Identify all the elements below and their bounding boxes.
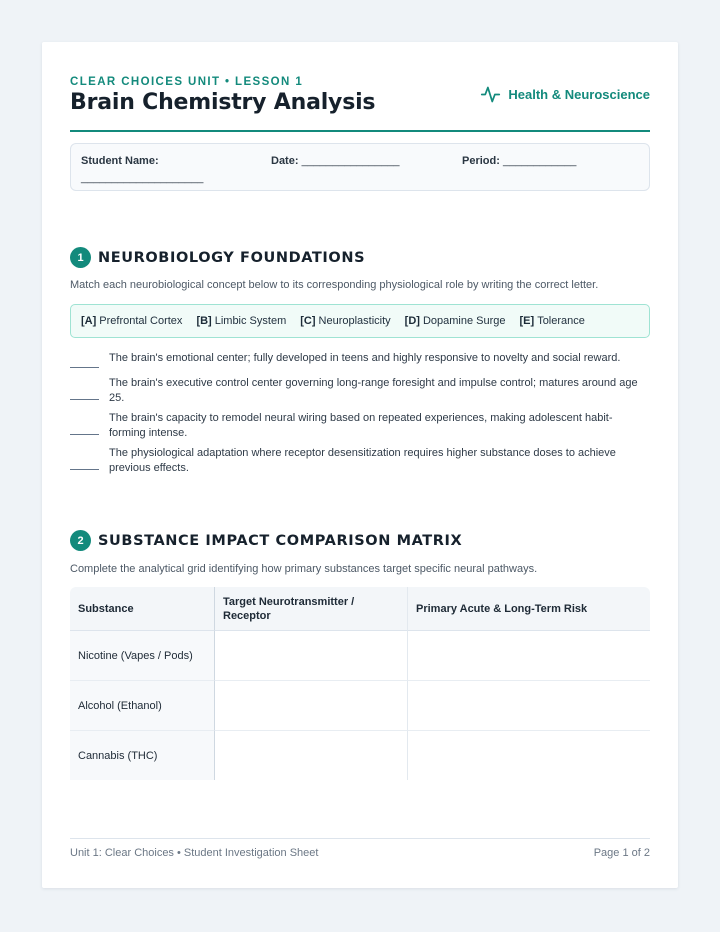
footer-unit-label: Unit 1: Clear Choices • Student Investigation Sheet: [70, 847, 319, 859]
key-item-d: [D] Dopamine Surge: [404, 315, 506, 327]
student-info-box: [70, 143, 650, 191]
answer-blank[interactable]: [70, 351, 99, 368]
answer-blank[interactable]: [70, 376, 99, 400]
key-item-e: [E] Tolerance: [519, 315, 585, 327]
header-divider: [70, 130, 650, 132]
table-row: [70, 731, 650, 780]
answer-blank[interactable]: [70, 411, 99, 435]
risk-cell[interactable]: [408, 631, 650, 681]
match-item: [70, 376, 650, 405]
substance-cell: Alcohol (Ethanol): [70, 681, 215, 731]
section-2-number: 2: [70, 530, 91, 551]
substance-cell: Nicotine (Vapes / Pods): [70, 631, 215, 681]
key-item-a: [A] Prefrontal Cortex: [81, 315, 183, 327]
section-1-description: Match each neurobiological concept below to its corresponding physiological role by writing the correct letter.: [70, 279, 599, 291]
pulse-icon: [480, 84, 501, 105]
match-item-text: The physiological adaptation where receptor desensitization requires higher substance doses to achieve previous effects.: [109, 447, 616, 474]
brand-label: Health & Neuroscience: [508, 87, 650, 102]
risk-cell[interactable]: [408, 731, 650, 780]
period-field[interactable]: [462, 153, 576, 170]
concept-key: [70, 304, 650, 338]
neurotransmitter-cell[interactable]: [215, 681, 408, 731]
date-label: Date:: [271, 155, 299, 167]
student-name-label: Student Name:: [81, 155, 159, 167]
table-row: [70, 681, 650, 731]
student-name-line: ____________________: [81, 172, 204, 184]
section-1-title: NEUROBIOLOGY FOUNDATIONS: [98, 249, 366, 266]
worksheet-page: [42, 42, 678, 888]
period-label: Period:: [462, 155, 500, 167]
date-line: ________________: [301, 155, 400, 167]
match-item: [70, 351, 650, 368]
brand: [480, 84, 650, 105]
page-title: Brain Chemistry Analysis: [70, 90, 376, 115]
substance-matrix: [70, 587, 650, 780]
key-item-b: [B] Limbic System: [196, 315, 287, 327]
section-2-description: Complete the analytical grid identifying how primary substances target specific neural pathways.: [70, 563, 538, 575]
section-2-title: SUBSTANCE IMPACT COMPARISON MATRIX: [98, 532, 463, 549]
key-item-c: [C] Neuroplasticity: [300, 315, 391, 327]
column-header-substance: Substance: [70, 587, 215, 631]
match-item-text: The brain's executive control center governing long-range foresight and impulse control; matures around age 25.: [109, 377, 638, 404]
date-field[interactable]: [271, 153, 399, 170]
answer-blank[interactable]: [70, 446, 99, 470]
column-header-neurotransmitter: Target Neurotransmitter / Receptor: [215, 587, 408, 631]
match-item-text: The brain's emotional center; fully developed in teens and highly responsive to novelty and social reward.: [109, 352, 621, 364]
section-1-header: [70, 247, 365, 268]
neurotransmitter-cell[interactable]: [215, 731, 408, 780]
footer-divider: [70, 838, 650, 839]
student-name-field[interactable]: [81, 153, 251, 187]
table-row: [70, 631, 650, 681]
match-item: [70, 446, 650, 475]
unit-eyebrow: CLEAR CHOICES UNIT • LESSON 1: [70, 76, 304, 88]
match-item: [70, 411, 650, 440]
page-number: Page 1 of 2: [593, 847, 650, 859]
period-line: ____________: [502, 155, 577, 167]
risk-cell[interactable]: [408, 681, 650, 731]
section-2-header: [70, 530, 462, 551]
section-1-number: 1: [70, 247, 91, 268]
match-item-text: The brain's capacity to remodel neural wiring based on repeated experiences, making adolescent habit-forming intense.: [109, 412, 613, 439]
column-header-risk: Primary Acute & Long-Term Risk: [408, 587, 650, 631]
neurotransmitter-cell[interactable]: [215, 631, 408, 681]
substance-cell: Cannabis (THC): [70, 731, 215, 780]
